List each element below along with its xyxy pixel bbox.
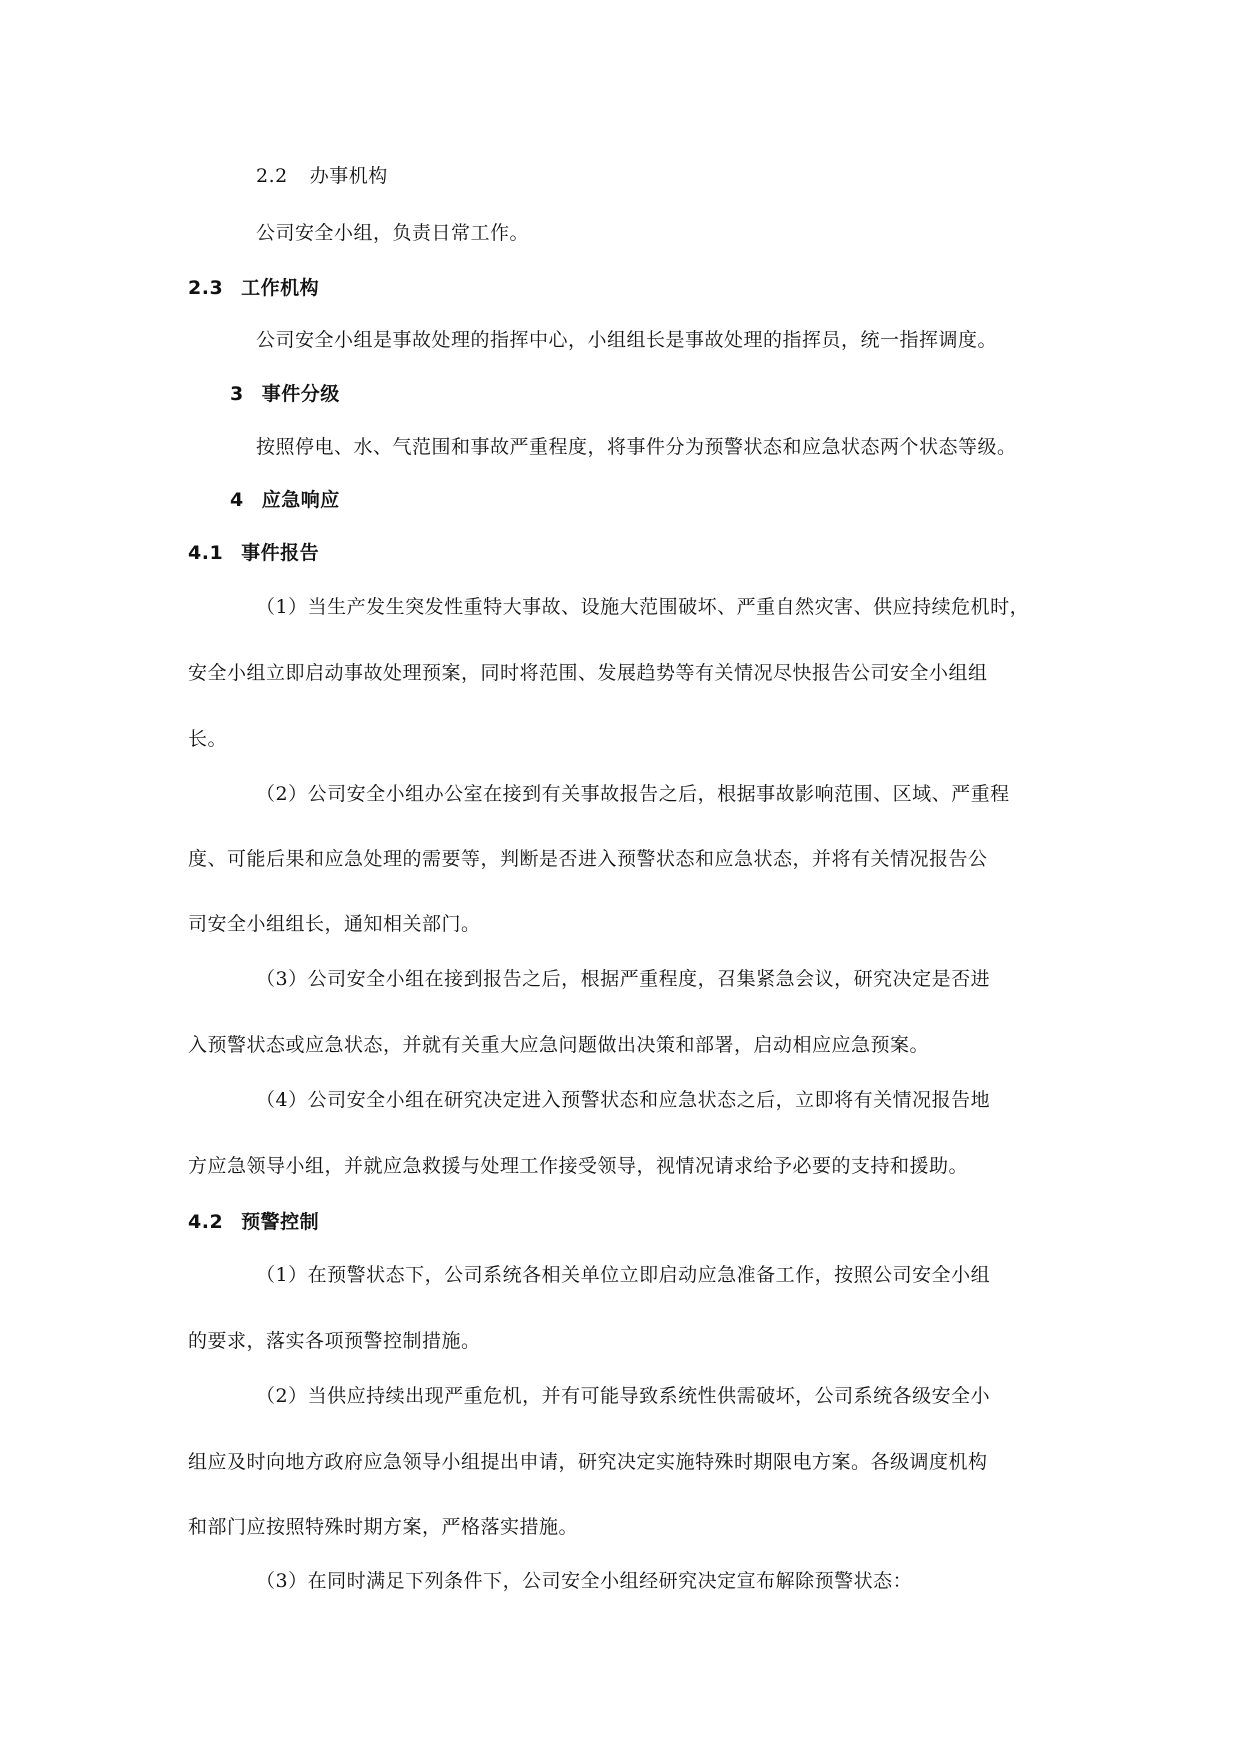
paragraph: 公司安全小组，负责日常工作。 — [256, 222, 530, 244]
section-number: 4.2 — [188, 1211, 224, 1233]
paragraph-line: 安全小组立即启动事故处理预案，同时将范围、发展趋势等有关情况尽快报告公司安全小组组 — [188, 662, 988, 684]
section-title: 事件分级 — [261, 383, 340, 405]
section-title: 事件报告 — [241, 542, 320, 564]
section-title: 预警控制 — [241, 1211, 320, 1233]
paragraph-line: 入预警状态或应急状态，并就有关重大应急问题做出决策和部署，启动相应应急预案。 — [188, 1034, 930, 1056]
paragraph-line: （2）当供应持续出现严重危机，并有可能导致系统性供需破坏，公司系统各级安全小 — [256, 1385, 991, 1407]
section-heading-2-3 — [188, 275, 319, 301]
section-heading-3 — [230, 381, 340, 407]
paragraph-line: 司安全小组组长，通知相关部门。 — [188, 913, 481, 935]
section-title: 办事机构 — [309, 165, 388, 187]
section-number: 4 — [230, 489, 244, 511]
paragraph-line: 方应急领导小组，并就应急救援与处理工作接受领导，视情况请求给予必要的支持和援助。 — [188, 1155, 969, 1177]
section-heading-2-2 — [256, 163, 388, 189]
section-heading-4-2 — [188, 1209, 319, 1235]
paragraph-line: （3）在同时满足下列条件下，公司安全小组经研究决定宣布解除预警状态： — [256, 1570, 913, 1592]
section-title: 应急响应 — [261, 489, 340, 511]
paragraph-line: （1）在预警状态下，公司系统各相关单位立即启动应急准备工作，按照公司安全小组 — [256, 1264, 991, 1286]
paragraph-line: 和部门应按照特殊时期方案，严格落实措施。 — [188, 1516, 579, 1538]
section-number: 4.1 — [188, 542, 224, 564]
paragraph-line: 组应及时向地方政府应急领导小组提出申请，研究决定实施特殊时期限电方案。各级调度机构 — [188, 1451, 988, 1473]
section-number: 3 — [230, 383, 244, 405]
paragraph-line: 度、可能后果和应急处理的需要等，判断是否进入预警状态和应急状态，并将有关情况报告公 — [188, 848, 988, 870]
section-heading-4 — [230, 487, 340, 513]
paragraph-line: （2）公司安全小组办公室在接到有关事故报告之后，根据事故影响范围、区域、严重程 — [256, 783, 1010, 805]
paragraph-line: （1）当生产发生突发性重特大事故、设施大范围破坏、严重自然灾害、供应持续危机时， — [256, 596, 1030, 618]
paragraph: 按照停电、水、气范围和事故严重程度，将事件分为预警状态和应急状态两个状态等级。 — [256, 436, 1017, 458]
paragraph-line: 的要求，落实各项预警控制措施。 — [188, 1330, 481, 1352]
paragraph-line: （3）公司安全小组在接到报告之后，根据严重程度，召集紧急会议，研究决定是否进 — [256, 968, 991, 990]
section-number: 2.2 — [256, 165, 288, 187]
section-heading-4-1 — [188, 540, 319, 566]
section-number: 2.3 — [188, 277, 224, 299]
paragraph-line: （4）公司安全小组在研究决定进入预警状态和应急状态之后，立即将有关情况报告地 — [256, 1089, 991, 1111]
section-title: 工作机构 — [241, 277, 320, 299]
paragraph: 公司安全小组是事故处理的指挥中心，小组组长是事故处理的指挥员，统一指挥调度。 — [256, 329, 998, 351]
paragraph-line: 长。 — [188, 728, 228, 750]
